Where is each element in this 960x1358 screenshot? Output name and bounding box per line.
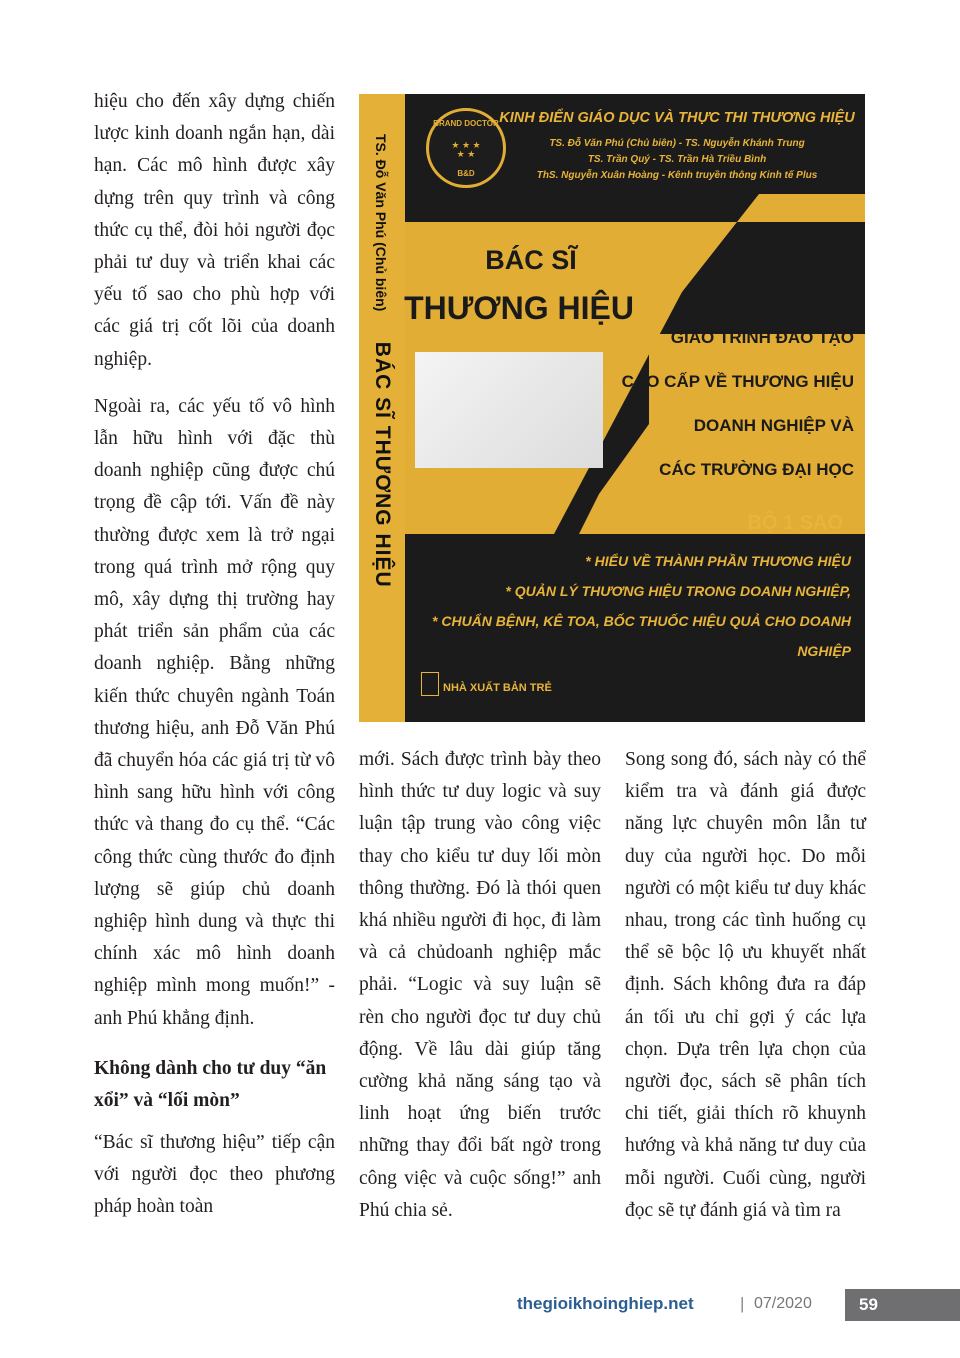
footer-issue-date: 07/2020 [754, 1295, 812, 1312]
page-number: 59 [845, 1289, 960, 1321]
article-column-3 [625, 744, 866, 1227]
article-column-2 [359, 744, 601, 1227]
logo-text: BRAND DOCTOR [433, 119, 499, 128]
author-line: TS. Trần Quý - TS. Trần Hà Triều Bình [587, 154, 767, 165]
author-line: ThS. Nguyễn Xuân Hoàng - Kênh truyền thông Kinh tế Plus [536, 170, 818, 181]
paragraph: Song song đó, sách này có thể kiểm tra và đánh giá được năng lực chuyên môn lẫn tư duy của người học. Do mỗi người có một kiểu tư duy khác nhau, trong các tình huống cụ thể sẽ bộc lộ ưu khuyết nhất định. Sách không đưa ra đáp án tối ưu chỉ gợi ý các lựa chọn. Dựa trên lựa chọn của người đọc, sách sẽ phân tích chi tiết, giải thích rõ khuynh hướng và khả năng tư duy của mỗi người. Cuối cùng, người đọc sẽ tự đánh giá và tìm ra [625, 749, 866, 1221]
cover-publisher: NHÀ XUẤT BẢN TRẺ [443, 682, 552, 694]
spine-title: BÁC SĨ THƯƠNG HIỆU [371, 341, 394, 588]
book-cover-image [359, 94, 865, 722]
bullet-item: * CHUẨN BỆNH, KÊ TOA, BỐC THUỐC HIỆU QUẢ CHO DOANH NGHIỆP [432, 613, 851, 659]
star-icon: ★ ★ ★ ★ ★ [451, 140, 481, 159]
paragraph: mới. Sách được trình bày theo hình thức tư duy logic và suy luận tập trung vào công việc thay cho kiểu tư duy lối mòn thông thường. Đó là thói quen khá nhiều người đi học, đi làm và cả chủdoanh nghiệp mắc phải. “Logic và suy luận sẽ rèn cho người đọc tư duy chủ động. Về lâu dài giúp tăng cường khả năng sáng tạo và linh hoạt ứng biến trước những thay đổi bất ngờ trong công việc và cuộc sống!” anh Phú chia sẻ. [359, 749, 601, 1221]
paragraph: Ngoài ra, các yếu tố vô hình lẫn hữu hình với đặc thù doanh nghiệp cũng được chú trọng đề cập tới. Vấn đề này thường được xem là trở ngại trong quá trình mở rộng quy mô, xây dựng thị trường hay phát triển sản phẩm của các doanh nghiệp. Bằng những kiến thức chuyên ngành Toán thương hiệu, anh Đỗ Văn Phú đã chuyển hóa các giá trị từ vô hình sang hữu hình với công thức và thang đo cụ thể. “Các công thức cùng thước đo định lượng sẽ giúp chủ doanh nghiệp hình dung và thực thi chính xác mô hình doanh nghiệp mình mong muốn!” - anh Phú khẳng định. [94, 395, 335, 1029]
footer-website: thegioikhoinghiep.net [517, 1294, 694, 1313]
bullet-item: * HIỂU VỀ THÀNH PHẦN THƯƠNG HIỆU [585, 553, 851, 569]
subtitle-line: CÁC TRƯỜNG ĐẠI HỌC [659, 460, 854, 479]
brand-doctor-logo [426, 108, 506, 188]
paragraph: hiệu cho đến xây dựng chiến lược kinh doanh ngắn hạn, dài hạn. Các mô hình được xây dựng trên quy trình và công thức cụ thể, đòi hỏi người đọc phải tư duy và triển khai các yếu tố sao cho phù hợp với các giá trị cốt lõi của doanh nghiệp. [94, 91, 335, 370]
cover-authors [497, 136, 857, 184]
subtitle-line: CAO CẤP VỀ THƯƠNG HIỆU [621, 372, 854, 391]
spine-text [370, 134, 394, 588]
cover-level: BỘ 1 SAO [747, 512, 843, 534]
spine-author: TS. Đỗ Văn Phú (Chủ biên) [373, 134, 389, 312]
cover-bullets [429, 546, 851, 666]
cover-subtitle [614, 316, 854, 492]
book-spine [359, 94, 405, 722]
cover-book-title [404, 236, 641, 332]
publisher-logo-icon [421, 672, 439, 696]
cover-series-title: KINH ĐIỂN GIÁO DỤC VÀ THỰC THI THƯƠNG HIỆU [499, 110, 855, 126]
paragraph: “Bác sĩ thương hiệu” tiếp cận với người đọc theo phương pháp hoàn toàn [94, 1131, 335, 1218]
article-column-1 [94, 86, 335, 1224]
subtitle-line: GIÁO TRÌNH ĐÀO TẠO [670, 328, 854, 347]
logo-monogram: B&D [457, 169, 475, 178]
bullet-item: * QUẢN LÝ THƯƠNG HIỆU TRONG DOANH NGHIỆP, [505, 583, 851, 599]
title-line: THƯƠNG HIỆU [404, 290, 634, 326]
doctor-stethoscope-photo [415, 352, 603, 468]
author-line: TS. Đỗ Văn Phú (Chủ biên) - TS. Nguyễn Khánh Trung [549, 138, 805, 149]
section-heading: Không dành cho tư duy “ăn xổi” và “lối mòn” [94, 1057, 327, 1111]
subtitle-line: DOANH NGHIỆP VÀ [693, 416, 854, 435]
title-line: BÁC SĨ [485, 245, 577, 275]
footer-separator: | [740, 1294, 745, 1313]
